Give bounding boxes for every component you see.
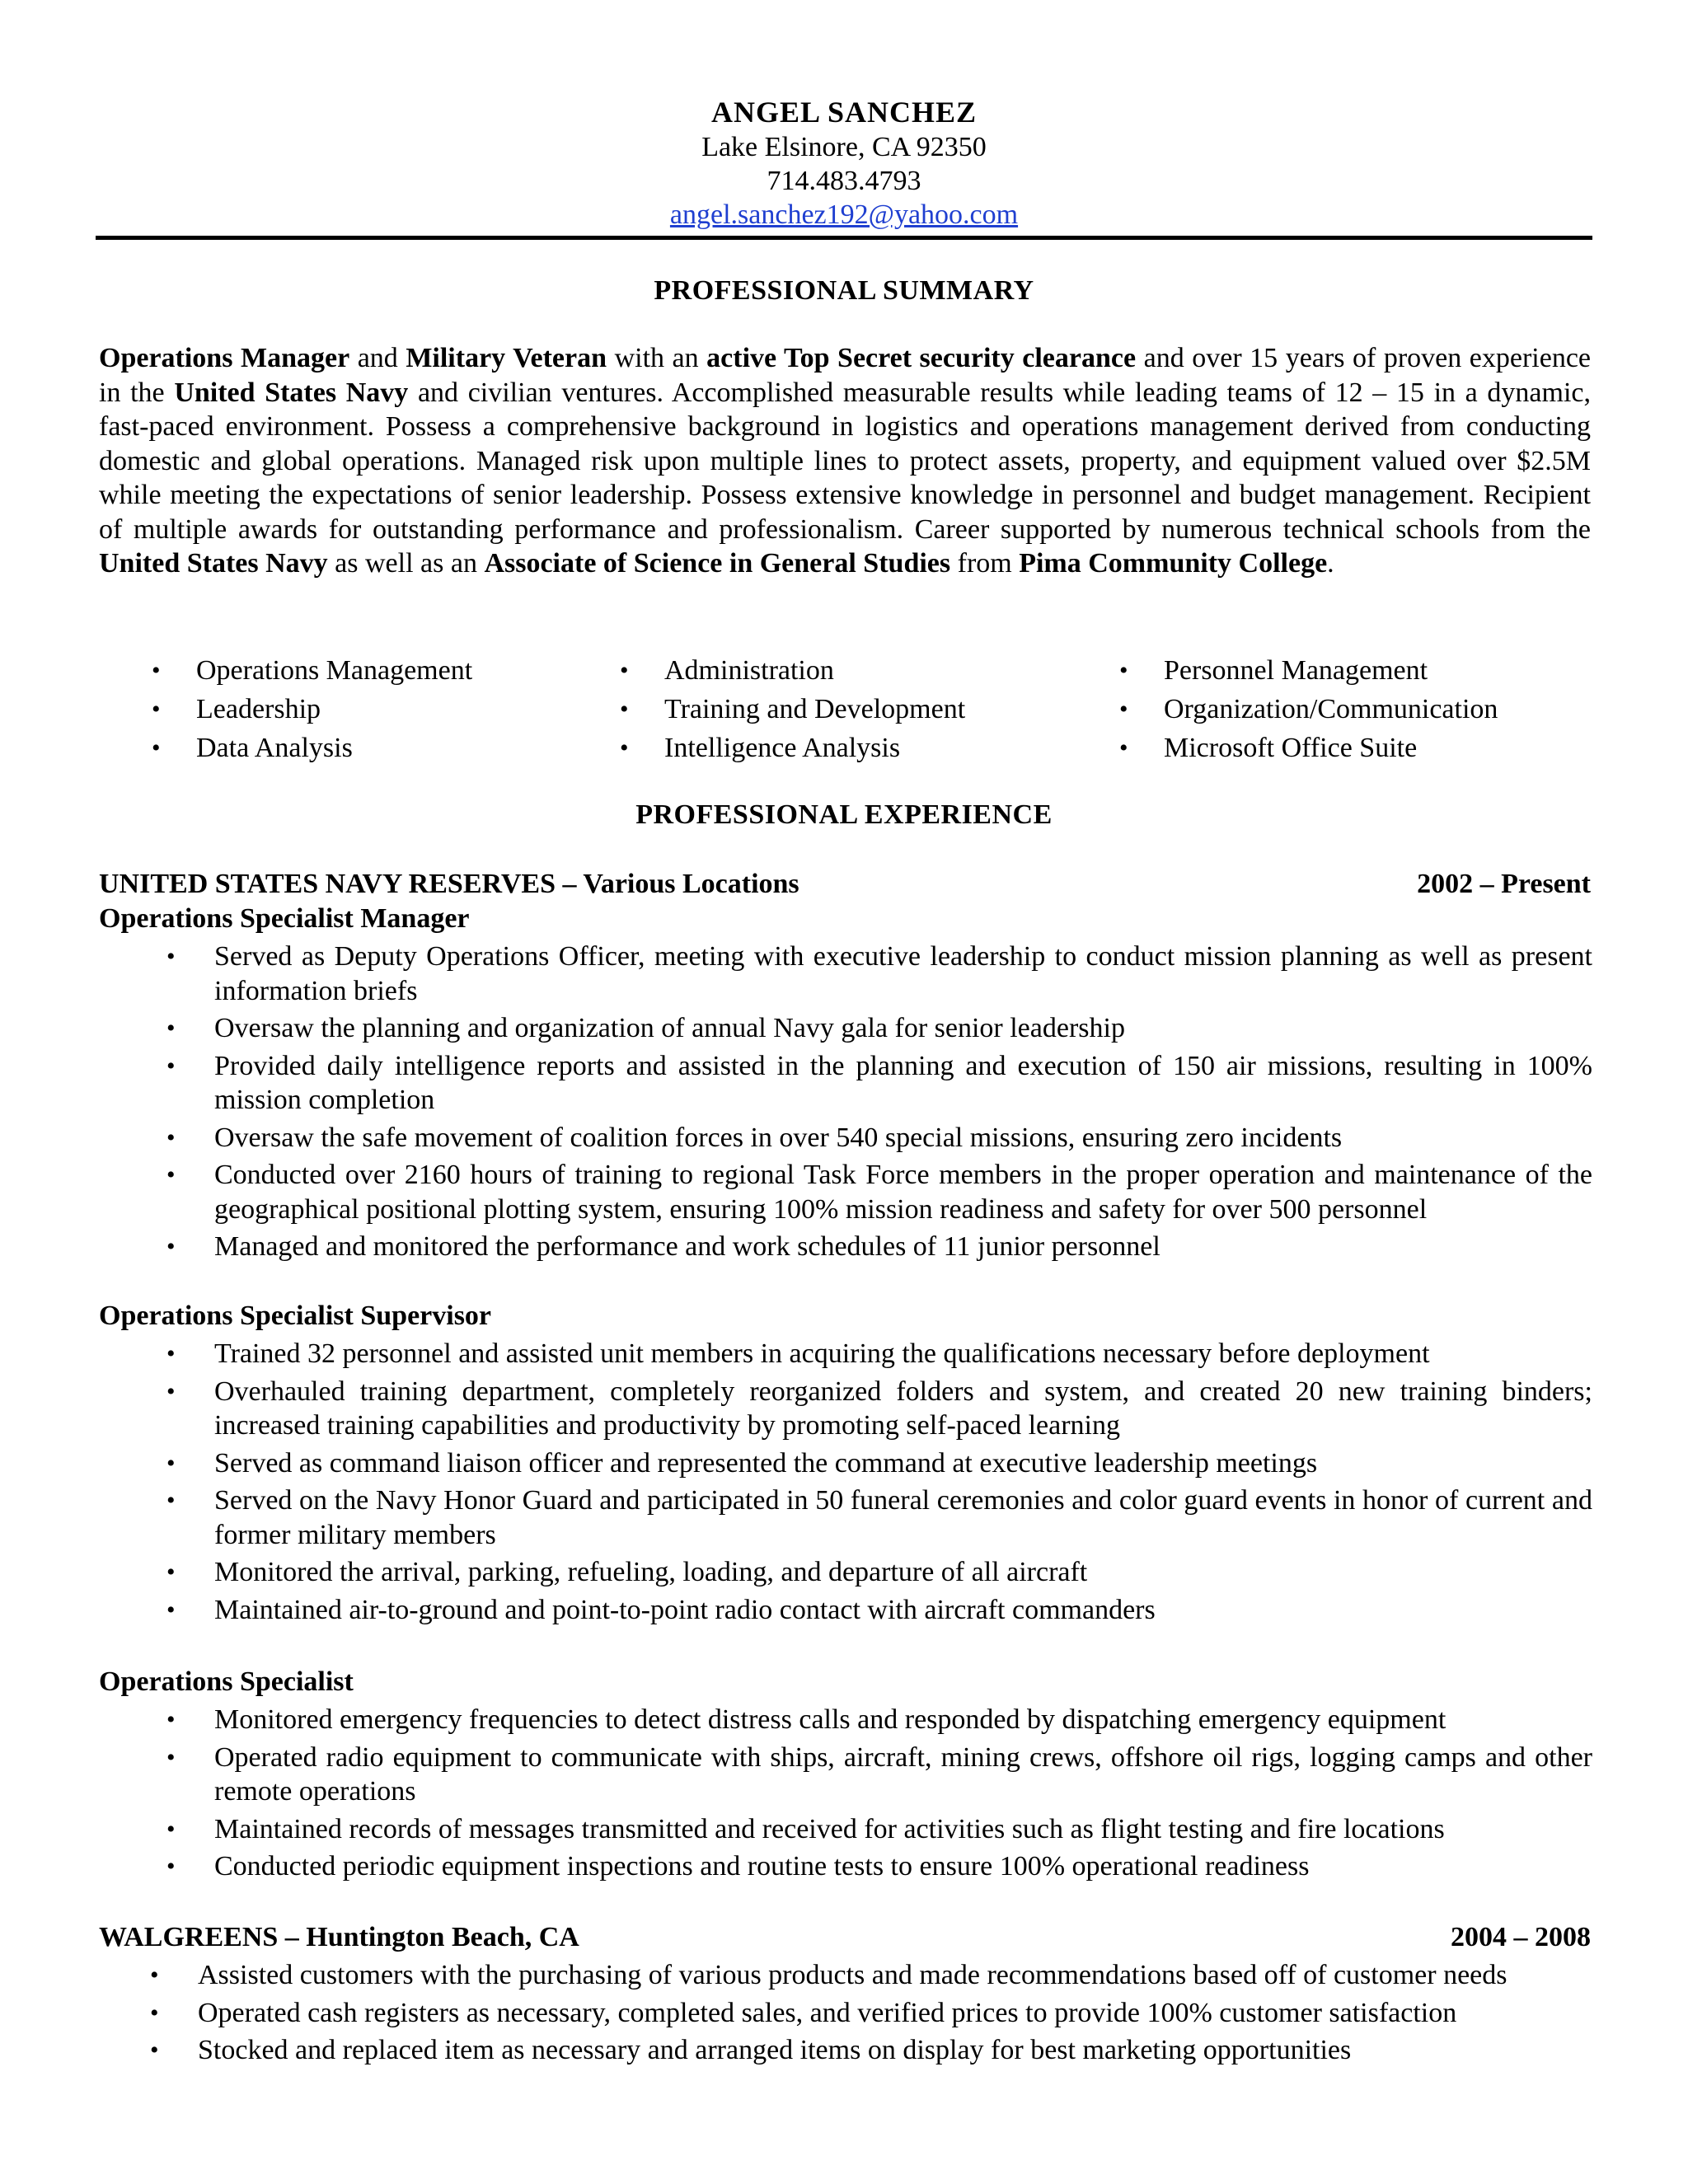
- bullet-icon: •: [166, 1377, 176, 1405]
- bullet-icon: •: [166, 1449, 176, 1477]
- employer-name: UNITED STATES NAVY RESERVES – Various Locations: [99, 869, 799, 899]
- bullet-item: [150, 2033, 1592, 2068]
- role-title: Operations Specialist Supervisor: [99, 1301, 492, 1331]
- bullet-icon: •: [166, 1340, 176, 1367]
- summary-text: and: [349, 343, 406, 373]
- bullet-item: [166, 1121, 1592, 1155]
- bullet-item: [166, 1230, 1592, 1264]
- bullet-icon: •: [166, 1558, 176, 1586]
- bullet-item: [166, 1483, 1592, 1552]
- job-dates: 2004 – 2008: [1451, 1922, 1591, 1952]
- bullet-text: Monitored the arrival, parking, refueling, loading, and departure of all aircraft: [214, 1557, 1088, 1587]
- bullet-text: Managed and monitored the performance and work schedules of 11 junior personnel: [214, 1231, 1160, 1262]
- role-bullets-ops-manager: [166, 940, 1592, 1268]
- summary-paragraph: [99, 341, 1591, 581]
- bullet-item: [166, 1375, 1592, 1443]
- bullet-icon: •: [166, 943, 176, 970]
- bullet-text: Served as Deputy Operations Officer, meeting with executive leadership to conduct mission planning as well as present information briefs: [214, 941, 1592, 1006]
- bullet-icon: •: [166, 1815, 176, 1843]
- bullet-icon: •: [1119, 657, 1128, 684]
- bullet-item: [166, 940, 1592, 1008]
- bullet-icon: •: [152, 696, 161, 723]
- bullet-text: Served on the Navy Honor Guard and participated in 50 funeral ceremonies and color guard events in honor of current and former military members: [214, 1485, 1592, 1550]
- bullet-icon: •: [620, 696, 629, 723]
- bullet-item: [166, 1555, 1592, 1590]
- employer-name: WALGREENS – Huntington Beach, CA: [99, 1922, 579, 1952]
- bullet-icon: •: [166, 1706, 176, 1733]
- bullet-icon: •: [166, 1161, 176, 1188]
- experience-heading: PROFESSIONAL EXPERIENCE: [635, 799, 1053, 830]
- bullet-text: Operated radio equipment to communicate with ships, aircraft, mining crews, offshore oil rigs, logging camps and other remote operations: [214, 1741, 1592, 1807]
- bullet-icon: •: [150, 1961, 159, 1989]
- candidate-name: ANGEL SANCHEZ: [710, 96, 978, 129]
- job-header-navy: [99, 867, 1591, 902]
- bullet-item: [166, 1741, 1592, 1809]
- summary-text: as well as an: [327, 548, 485, 579]
- summary-highlight: United States Navy: [174, 377, 409, 408]
- job-header-walgreens: [99, 1920, 1591, 1955]
- bullet-icon: •: [152, 734, 161, 762]
- bullet-item: [150, 1958, 1592, 1993]
- candidate-location: Lake Elsinore, CA 92350: [701, 132, 987, 162]
- summary-highlight: Associate of Science in General Studies: [484, 548, 951, 579]
- bullet-item: [166, 1158, 1592, 1226]
- bullet-icon: •: [166, 1743, 176, 1771]
- bullet-text: Oversaw the safe movement of coalition forces in over 540 special missions, ensuring zero incidents: [214, 1122, 1343, 1153]
- bullet-text: Trained 32 personnel and assisted unit members in acquiring the qualifications necessary before deployment: [214, 1338, 1430, 1369]
- bullet-item: [166, 1812, 1592, 1847]
- bullet-text: Oversaw the planning and organization of annual Navy gala for senior leadership: [214, 1013, 1125, 1043]
- bullet-text: Overhauled training department, completely reorganized folders and system, and created 20 new training binders; increased training capabilities and productivity by promoting self-paced learning: [214, 1376, 1592, 1441]
- bullet-icon: •: [1119, 696, 1128, 723]
- bullet-text: Operated cash registers as necessary, completed sales, and verified prices to provide 100% customer satisfaction: [198, 1997, 1457, 2028]
- summary-highlight: active Top Secret security clearance: [706, 343, 1137, 373]
- bullet-icon: •: [166, 1015, 176, 1042]
- bullet-item: [166, 1337, 1592, 1371]
- bullet-text: Monitored emergency frequencies to detect distress calls and responded by dispatching emergency equipment: [214, 1704, 1447, 1735]
- bullet-icon: •: [166, 1596, 176, 1624]
- bullet-item: [166, 1446, 1592, 1481]
- job-dates: 2002 – Present: [1417, 869, 1591, 899]
- bullet-text: Conducted over 2160 hours of training to regional Task Force members in the proper operation and maintenance of the geographical positional plotting system, ensuring 100% mission readiness and safety for over 500 personnel: [214, 1160, 1592, 1225]
- bullet-icon: •: [166, 1052, 176, 1080]
- resume-header: [0, 94, 1688, 232]
- job-bullets-walgreens: [150, 1958, 1592, 2071]
- summary-text: and civilian ventures. Accomplished measurable results while leading teams of 12 – 15 in a dynamic, fast-paced environment. Possess a comprehensive background in logistics and operations management derived from conducting domestic and global operations. Managed risk upon multiple lines to protect assets, property, and equipment valued over $2.5M while meeting the expectations of senior leadership. Possess extensive knowledge in personnel and budget management. Recipient of multiple awards for outstanding performance and professionalism. Career supported by numerous technical schools from the: [99, 377, 1591, 545]
- bullet-item: [166, 1011, 1592, 1046]
- summary-highlight: Pima Community College: [1019, 548, 1328, 579]
- skills-list: • Operations Management • Leadership • Data Analysis • Administration • Training and Development • Intelligence Analysis • Personnel Management • Organization/Communication • Microsoft Office Suite: [0, 651, 1688, 775]
- summary-text: and over 15 years of proven experience in the: [99, 343, 1591, 408]
- candidate-email-link[interactable]: angel.sanchez192@yahoo.com: [669, 199, 1019, 230]
- bullet-item: [150, 1996, 1592, 2031]
- bullet-icon: •: [166, 1853, 176, 1880]
- bullet-icon: •: [620, 734, 629, 762]
- summary-heading: PROFESSIONAL SUMMARY: [654, 275, 1034, 306]
- summary-highlight: Operations Manager: [99, 343, 350, 373]
- summary-text: .: [1327, 548, 1334, 579]
- bullet-icon: •: [1119, 734, 1128, 762]
- bullet-text: Conducted periodic equipment inspections and routine tests to ensure 100% operational readiness: [214, 1851, 1310, 1882]
- bullet-icon: •: [150, 2036, 159, 2064]
- bullet-icon: •: [150, 1999, 159, 2027]
- role-title: Operations Specialist Manager: [99, 903, 470, 934]
- candidate-phone: 714.483.4793: [767, 166, 921, 196]
- bullet-icon: •: [166, 1487, 176, 1514]
- summary-highlight: United States Navy: [99, 548, 328, 579]
- bullet-text: Assisted customers with the purchasing of various products and made recommendations based off of customer needs: [198, 1960, 1507, 1990]
- bullet-item: [166, 1703, 1592, 1737]
- bullet-item: [166, 1049, 1592, 1118]
- role-bullets-ops-supervisor: [166, 1337, 1592, 1630]
- role-title: Operations Specialist: [99, 1666, 354, 1697]
- summary-text: with an: [607, 343, 707, 373]
- bullet-item: [166, 1593, 1592, 1628]
- bullet-text: Stocked and replaced item as necessary and arranged items on display for best marketing opportunities: [198, 2035, 1352, 2065]
- bullet-icon: •: [166, 1233, 176, 1260]
- role-bullets-ops-specialist: [166, 1703, 1592, 1887]
- bullet-text: Provided daily intelligence reports and assisted in the planning and execution of 150 air missions, resulting in 100% mission completion: [214, 1050, 1592, 1115]
- bullet-icon: •: [166, 1123, 176, 1151]
- summary-text: from: [950, 548, 1020, 579]
- bullet-text: Served as command liaison officer and represented the command at executive leadership meetings: [214, 1447, 1318, 1479]
- bullet-text: Maintained air-to-ground and point-to-point radio contact with aircraft commanders: [214, 1594, 1156, 1625]
- bullet-icon: •: [620, 657, 629, 684]
- bullet-text: Maintained records of messages transmitted and received for activities such as flight testing and fire locations: [214, 1813, 1445, 1844]
- bullet-item: [166, 1849, 1592, 1884]
- bullet-icon: •: [152, 657, 161, 684]
- summary-highlight: Military Veteran: [406, 343, 607, 373]
- header-divider: [96, 236, 1592, 240]
